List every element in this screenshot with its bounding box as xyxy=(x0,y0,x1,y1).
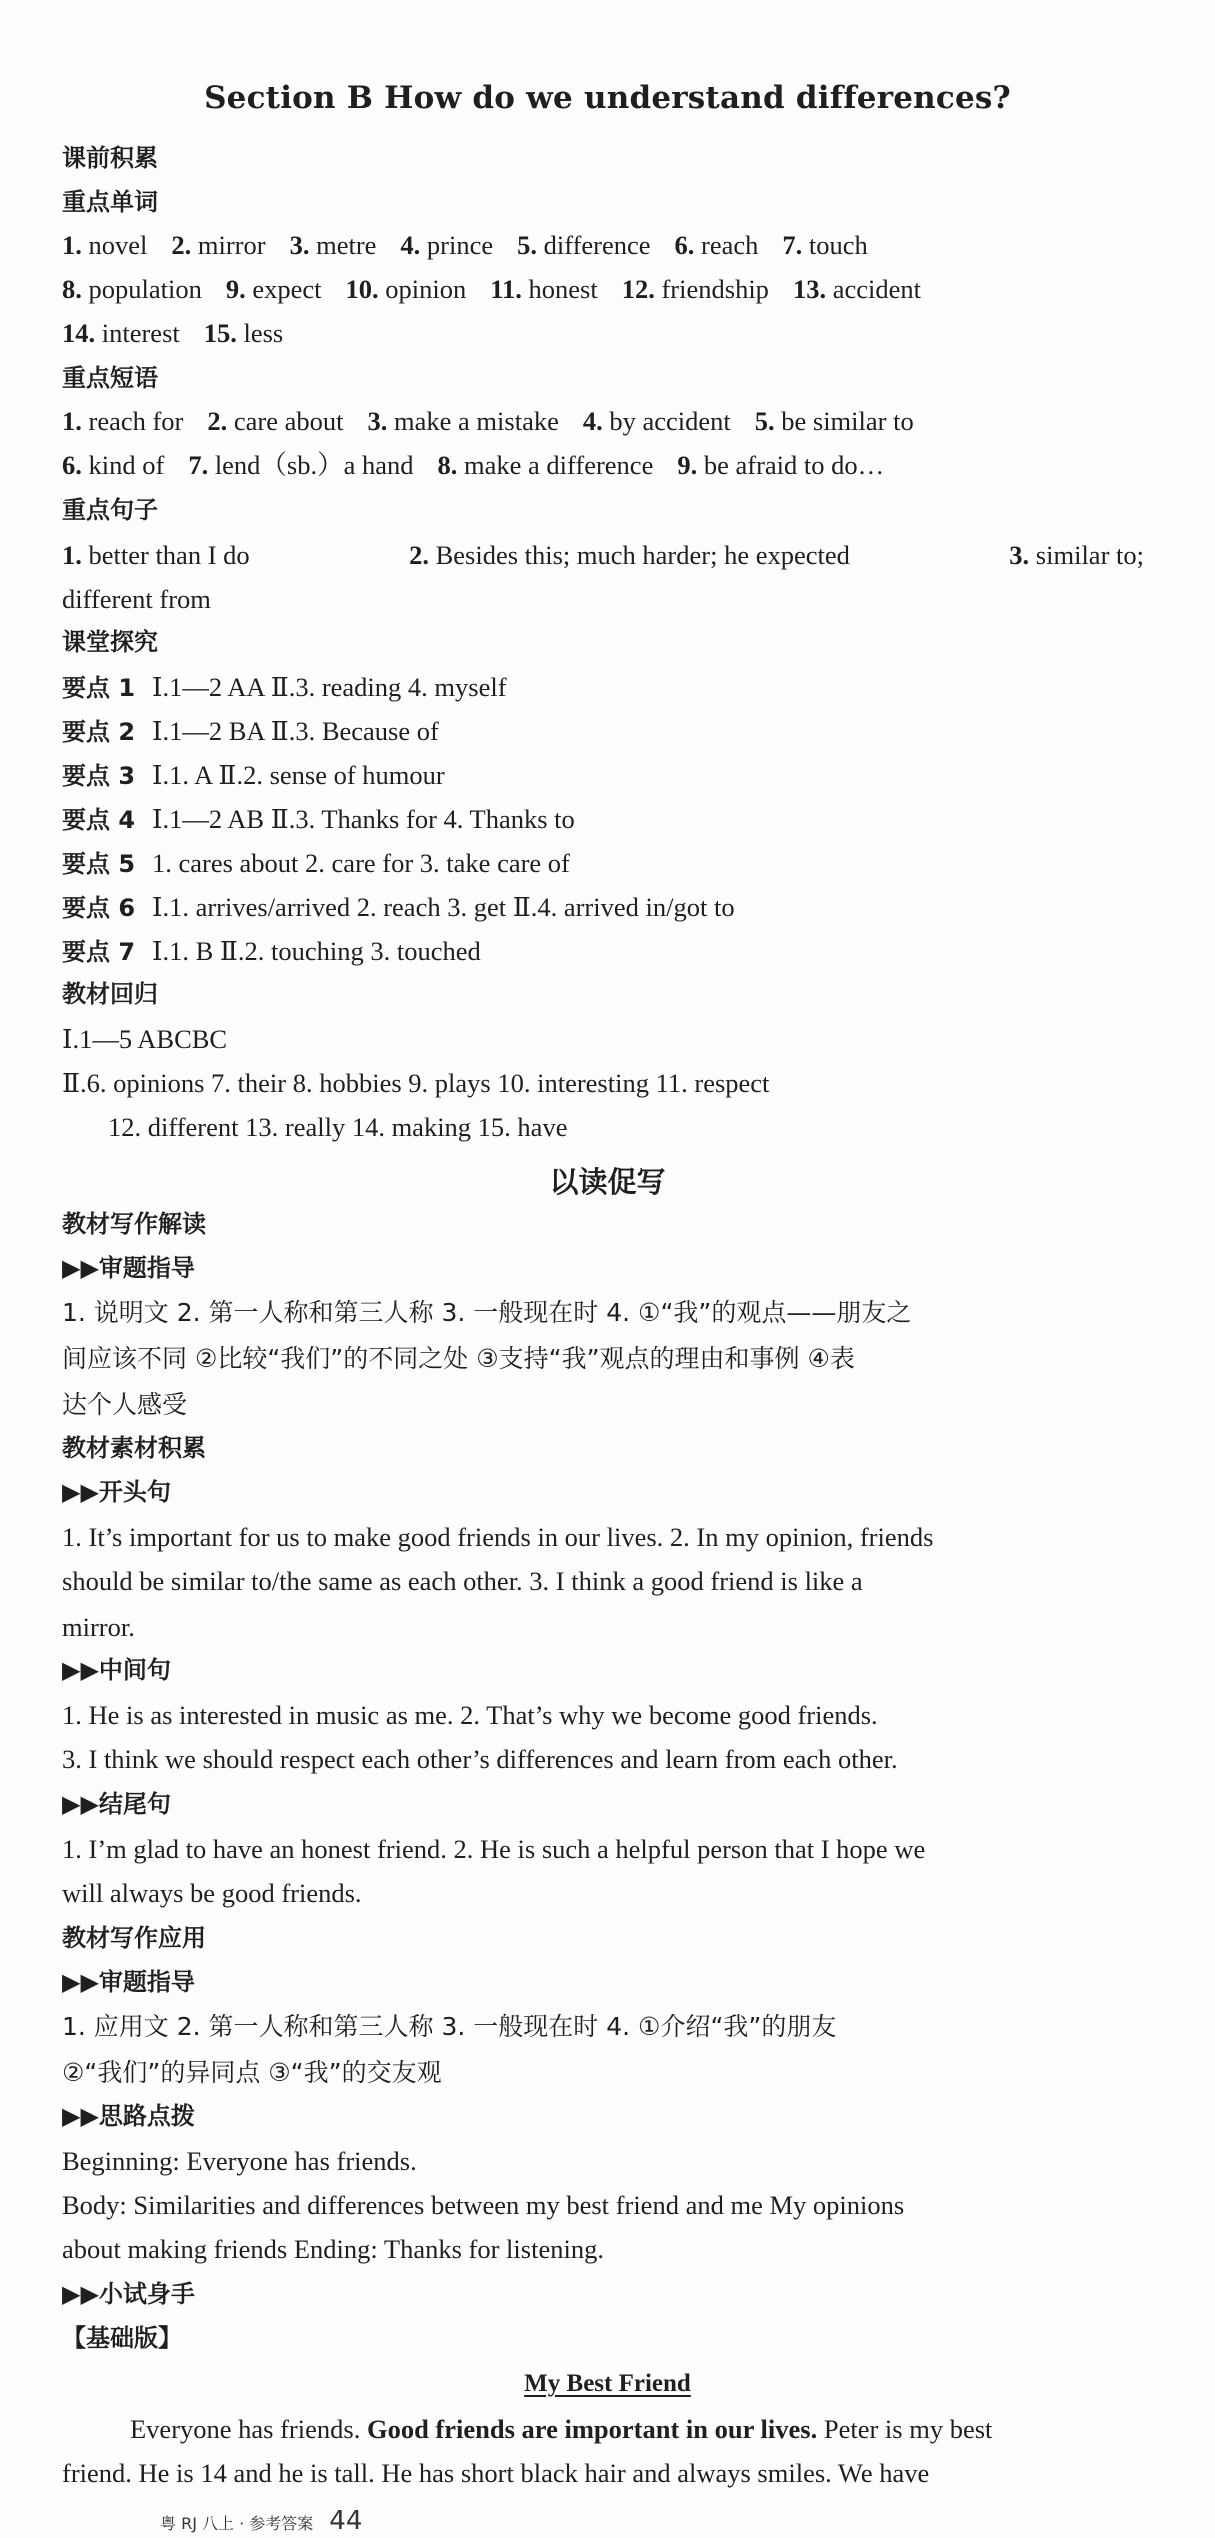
review-heading: 教材回归 xyxy=(62,980,158,1008)
key-point-6: 要点 6 Ⅰ.1. arrives/arrived 2. reach 3. get Ⅱ.4. arrived in/got to xyxy=(62,892,735,922)
guide-heading: ▶▶审题指导 xyxy=(62,1254,195,1282)
phrases-heading: 重点短语 xyxy=(62,364,158,392)
key-point-2: 要点 2 Ⅰ.1—2 BA Ⅱ.3. Because of xyxy=(62,716,439,746)
sentences-heading: 重点句子 xyxy=(62,496,158,524)
practice-heading: ▶▶小试身手 xyxy=(62,2280,195,2308)
guide-line-3: 达个人感受 xyxy=(62,1390,188,1419)
ending-line-1: 1. I’m glad to have an honest friend. 2. He is such a helpful person that I hope we xyxy=(62,1834,926,1864)
words-line-1: 1. novel 2. mirror 3. metre 4. prince 5. difference 6. reach 7. touch xyxy=(62,230,868,260)
opening-line-2: should be similar to/the same as each other. 3. I think a good friend is like a xyxy=(62,1566,863,1596)
section-title: Section B How do we understand differences? xyxy=(204,80,1011,116)
key-point-4: 要点 4 Ⅰ.1—2 AB Ⅱ.3. Thanks for 4. Thanks to xyxy=(62,804,575,834)
review-line-2: Ⅱ.6. opinions 7. their 8. hobbies 9. plays 10. interesting 11. respect xyxy=(62,1068,770,1098)
guide-line-1: 1. 说明文 2. 第一人称和第三人称 3. 一般现在时 4. ①“我”的观点——朋友之 xyxy=(62,1298,912,1327)
footer-label: 粤 RJ 八上 · 参考答案 xyxy=(160,2514,314,2533)
guide2-line-2: ②“我们”的异同点 ③“我”的交友观 xyxy=(62,2058,442,2087)
essay-line-2: friend. He is 14 and he is tall. He has short black hair and always smiles. We have xyxy=(62,2458,930,2488)
words-line-3: 14. interest 15. less xyxy=(62,318,284,348)
words-line-2: 8. population 9. expect 10. opinion 11. honest 12. friendship 13. accident xyxy=(62,274,921,304)
opening-heading: ▶▶开头句 xyxy=(62,1478,171,1506)
guide2-heading: ▶▶审题指导 xyxy=(62,1968,195,1996)
key-point-3: 要点 3 Ⅰ.1. A Ⅱ.2. sense of humour xyxy=(62,760,445,790)
essay-title: My Best Friend xyxy=(524,2370,691,2397)
middle-line-1: 1. He is as interested in music as me. 2. That’s why we become good friends. xyxy=(62,1700,878,1730)
material-heading: 教材素材积累 xyxy=(62,1434,206,1462)
ending-line-2: will always be good friends. xyxy=(62,1878,362,1908)
thinking-line-2: Body: Similarities and differences between my best friend and me My opinions xyxy=(62,2190,905,2220)
sentences-line-2: different from xyxy=(62,584,211,614)
analysis-heading: 教材写作解读 xyxy=(62,1210,206,1238)
opening-line-3: mirror. xyxy=(62,1612,135,1642)
review-line-3: 12. different 13. really 14. making 15. have xyxy=(108,1112,568,1142)
page-footer xyxy=(160,2506,362,2536)
thinking-line-1: Beginning: Everyone has friends. xyxy=(62,2146,417,2176)
middle-heading: ▶▶中间句 xyxy=(62,1656,171,1684)
thinking-heading: ▶▶思路点拨 xyxy=(62,2102,195,2130)
page-number: 44 xyxy=(329,2506,363,2536)
thinking-line-3: about making friends Ending: Thanks for listening. xyxy=(62,2234,604,2264)
guide2-line-1: 1. 应用文 2. 第一人称和第三人称 3. 一般现在时 4. ①介绍“我”的朋友 xyxy=(62,2012,837,2041)
reading-writing-heading: 以读促写 xyxy=(549,1165,666,1199)
explore-heading: 课堂探究 xyxy=(62,628,158,656)
preclass-heading: 课前积累 xyxy=(62,144,158,172)
key-point-5: 要点 5 1. cares about 2. care for 3. take care of xyxy=(62,848,570,878)
middle-line-2: 3. I think we should respect each other’s differences and learn from each other. xyxy=(62,1744,898,1774)
phrases-line-2: 6. kind of 7. lend（sb.）a hand 8. make a difference 9. be afraid to do… xyxy=(62,450,885,480)
essay-line-1: Everyone has friends. Good friends are important in our lives. Peter is my best xyxy=(130,2414,993,2444)
words-heading: 重点单词 xyxy=(62,188,158,216)
application-heading: 教材写作应用 xyxy=(62,1924,206,1952)
review-line-1: Ⅰ.1—5 ABCBC xyxy=(62,1024,228,1054)
opening-line-1: 1. It’s important for us to make good friends in our lives. 2. In my opinion, friends xyxy=(62,1522,934,1552)
key-point-7: 要点 7 Ⅰ.1. B Ⅱ.2. touching 3. touched xyxy=(62,936,481,966)
phrases-line-1: 1. reach for 2. care about 3. make a mistake 4. by accident 5. be similar to xyxy=(62,406,914,436)
sentences-line-1: 1. better than I do 2. Besides this; much harder; he expected 3. similar to; xyxy=(62,540,1144,570)
guide-line-2: 间应该不同 ②比较“我们”的不同之处 ③支持“我”观点的理由和事例 ④表 xyxy=(62,1344,855,1373)
key-point-1: 要点 1 Ⅰ.1—2 AA Ⅱ.3. reading 4. myself xyxy=(62,672,507,702)
basic-version-label: 【基础版】 xyxy=(62,2324,182,2352)
ending-heading: ▶▶结尾句 xyxy=(62,1790,171,1818)
